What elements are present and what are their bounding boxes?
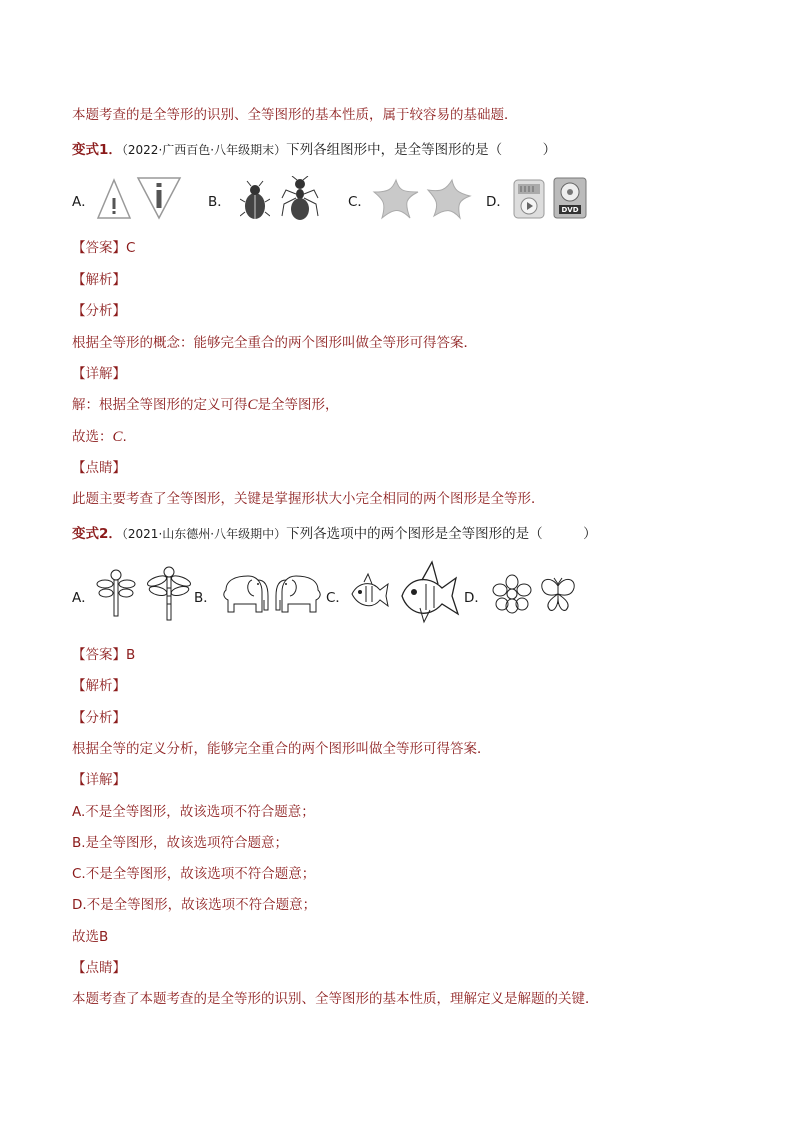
q2-detail-a: A.不是全等图形，故该选项不符合题意； bbox=[72, 804, 315, 820]
q2-choose: 故选B bbox=[72, 929, 109, 945]
butterfly-icon bbox=[538, 574, 578, 614]
q1-detail-post: 是全等图形， bbox=[257, 397, 339, 413]
dvd-player-icon bbox=[552, 176, 588, 220]
q2-detail-b: B.是全等图形，故该选项符合题意； bbox=[72, 835, 289, 851]
q2-jiexi-heading: 【解析】 bbox=[72, 678, 126, 694]
ant-icon bbox=[280, 176, 320, 222]
q1-detail-var: C bbox=[247, 397, 258, 413]
media-player-icon bbox=[512, 178, 546, 220]
q1-source: （2022·广西百色·八年级期末） bbox=[121, 143, 287, 157]
q1-jiexi-heading: 【解析】 bbox=[72, 272, 126, 288]
q1-stem: 下列各组图形中，是全等图形的是（ ） bbox=[286, 142, 557, 158]
flower-icon bbox=[492, 574, 532, 614]
q1-option-c-label: C． bbox=[348, 194, 371, 210]
q1-detail-line bbox=[72, 393, 339, 414]
info-triangle-icon bbox=[136, 176, 182, 220]
q1-fenxi-text: 根据全等形的概念：能够完全重合的两个图形叫做全等形可得答案． bbox=[72, 335, 477, 351]
q1-choose-post: . bbox=[122, 429, 127, 445]
elephant-icon bbox=[272, 570, 326, 616]
q1-answer-label: 【答案】 bbox=[72, 240, 126, 256]
q2-detail-d: D.不是全等图形，故该选项不符合题意； bbox=[72, 897, 317, 913]
q1-dianjing-heading: 【点睛】 bbox=[72, 460, 126, 476]
q2-option-a-label: A． bbox=[72, 590, 95, 606]
q1-dianjing-text: 此题主要考查了全等图形，关键是掌握形状大小完全相同的两个图形是全等形． bbox=[72, 491, 545, 507]
q1-option-a-label: A． bbox=[72, 194, 95, 210]
q2-detail-c: C.不是全等图形，故该选项不符合题意； bbox=[72, 866, 316, 882]
q2-option-d-label: D． bbox=[464, 590, 488, 606]
q1-choose-var: C bbox=[112, 429, 123, 445]
q2-xiangjie-heading: 【详解】 bbox=[72, 772, 126, 788]
q2-dianjing-text: 本题考查了本题考查的是全等形的识别、全等图形的基本性质，理解定义是解题的关键． bbox=[72, 991, 599, 1007]
fish-icon bbox=[348, 572, 390, 614]
q1-detail-pre: 解：根据全等图形的定义可得 bbox=[72, 397, 248, 413]
q2-fenxi-text: 根据全等的定义分析，能够完全重合的两个图形叫做全等形可得答案． bbox=[72, 741, 491, 757]
q2-source: （2021·山东德州·八年级期中） bbox=[121, 527, 287, 541]
q1-answer: C bbox=[126, 240, 136, 256]
q1-stem-line bbox=[72, 138, 556, 158]
elephant-icon bbox=[218, 570, 272, 616]
q2-dianjing-heading: 【点睛】 bbox=[72, 960, 126, 976]
q1-prefix: 变式1． bbox=[72, 142, 122, 158]
q1-answer-line bbox=[72, 236, 135, 256]
q2-fenxi-heading: 【分析】 bbox=[72, 710, 126, 726]
intro-text: 本题考查的是全等形的识别、全等图形的基本性质，属于较容易的基础题． bbox=[72, 107, 518, 123]
q2-answer-label: 【答案】 bbox=[72, 647, 126, 663]
q1-xiangjie-heading: 【详解】 bbox=[72, 366, 126, 382]
q1-choose-pre: 故选： bbox=[72, 429, 113, 445]
svg-text:DVD: DVD bbox=[561, 206, 579, 214]
q1-choose-line bbox=[72, 425, 127, 446]
q2-stem-line bbox=[72, 522, 597, 542]
q2-prefix: 变式2． bbox=[72, 526, 122, 542]
q2-stem: 下列各选项中的两个图形是全等图形的是（ ） bbox=[286, 526, 597, 542]
q1-options bbox=[72, 176, 632, 226]
q1-option-b-label: B． bbox=[208, 194, 231, 210]
starfish-icon bbox=[372, 178, 420, 220]
dragonfly-icon bbox=[96, 566, 136, 618]
q2-answer-line bbox=[72, 643, 135, 663]
beetle-icon bbox=[240, 180, 270, 222]
q2-option-b-label: B． bbox=[194, 590, 217, 606]
dragonfly-icon bbox=[146, 564, 192, 622]
q2-option-c-label: C． bbox=[326, 590, 349, 606]
warning-triangle-icon bbox=[96, 176, 132, 222]
fish-icon bbox=[398, 560, 462, 626]
q1-option-d-label: D． bbox=[486, 194, 510, 210]
q2-options bbox=[72, 560, 592, 630]
q2-answer: B bbox=[126, 647, 136, 663]
q1-fenxi-heading: 【分析】 bbox=[72, 303, 126, 319]
starfish-icon bbox=[426, 178, 472, 220]
